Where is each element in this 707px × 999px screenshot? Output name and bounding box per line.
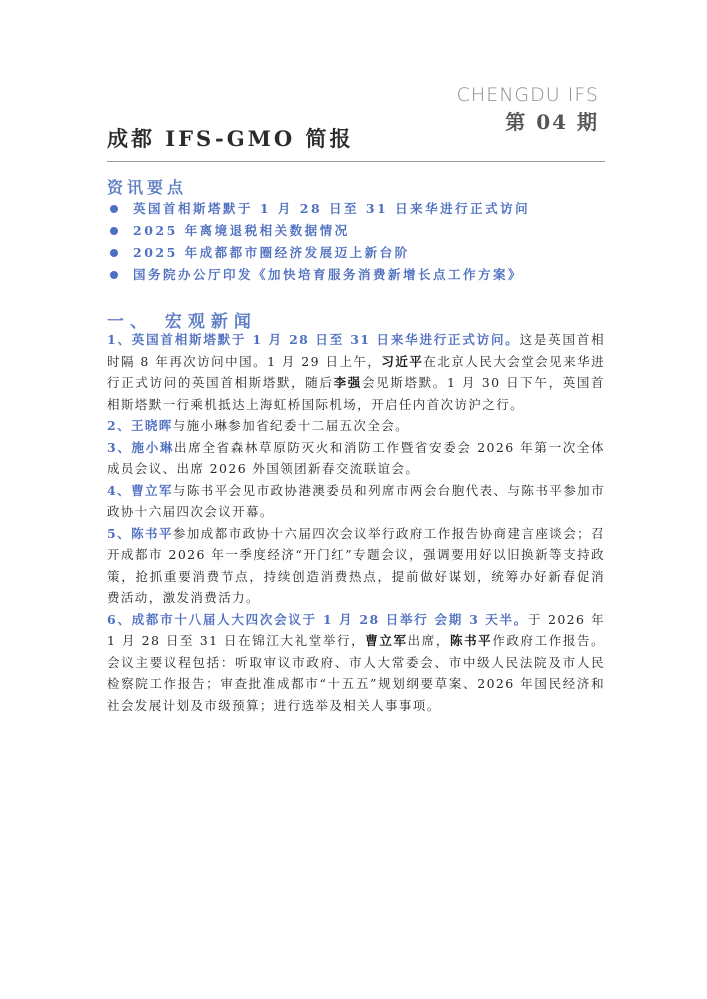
highlight-item — [107, 198, 605, 220]
bullet-icon — [110, 227, 118, 235]
highlights-list — [107, 198, 605, 286]
bullet-icon — [110, 271, 118, 279]
issue-number: 第 04 期 — [505, 110, 599, 134]
news-text: 出席全省森林草原防灭火和消防工作暨省安委会 2026 年第一次全体成员会议、出席 2026 外国领团新春交流联谊会。 — [107, 439, 605, 476]
highlight-item — [107, 220, 605, 242]
bullet-icon — [110, 205, 118, 213]
news-headline: 1、英国首相斯塔默于 1 月 28 日至 31 日来华进行正式访问。 — [107, 332, 520, 347]
news-text: 与施小琳参加省纪委十二届五次全会。 — [172, 418, 410, 433]
person-name: 曹立军 — [365, 633, 408, 648]
highlight-item — [107, 264, 605, 286]
news-text: 作政府工作报告。会议主要议程包括：听取审议市政府、市人大常委会、市中级人民法院及市人民检察院工作报告；审查批准成都市“十五五”规划纲要草案、2026 年国民经济和社会发展计划及市级预算；进行选举及相关人事事项。 — [107, 633, 606, 713]
news-headline: 4、曹立军 — [107, 482, 173, 498]
person-name: 李强 — [333, 375, 362, 390]
person-name: 陈书平 — [449, 633, 493, 648]
highlight-text: 国务院办公厅印发《加快培育服务消费新增长点工作方案》 — [133, 267, 524, 282]
news-text: 与陈书平会见市政协港澳委员和列席市两会台胞代表、与陈书平参加市政协十六届四次会议开幕。 — [107, 482, 605, 519]
news-headline: 2、王晓晖 — [107, 418, 173, 433]
news-text: 参加成都市政协十六届四次会议举行政府工作报告协商建言座谈会；召开成都市 2026 年一季度经济“开门红”专题会议，强调要用好以旧换新等支持政策，抢抓重要消费节点，持续创造消费热点，提前做好谋划，统筹办好新春促消费活动，激发消费活力。 — [107, 525, 605, 605]
news-item-2 — [107, 415, 605, 437]
title-divider — [107, 161, 605, 162]
bullet-icon — [110, 249, 118, 257]
section-heading-macro-news: 一、 宏观新闻 — [107, 312, 257, 332]
news-text: 在北京人民大会堂会见来华进行正式访问的英国首相斯塔默，随后 — [107, 353, 606, 390]
news-text: 于 2026 年 1 月 28 日至 31 日在锦江大礼堂举行， — [107, 611, 605, 648]
news-body — [107, 329, 605, 716]
news-text: 会见斯塔默。1 月 30 日下午，英国首相斯塔默一行乘机抵达上海虹桥国际机场，开启任内首次访沪之行。 — [107, 375, 605, 412]
news-headline: 6、成都市十八届人大四次会议于 1 月 28 日举行 会期 3 天半。 — [107, 611, 529, 627]
highlight-text: 2025 年成都都市圈经济发展迈上新台阶 — [133, 245, 410, 260]
page-title: 成都 IFS-GMO 简报 — [107, 126, 354, 151]
highlights-heading: 资讯要点 — [107, 178, 188, 197]
news-item-6 — [107, 609, 605, 717]
news-item-5 — [107, 523, 605, 609]
news-item-4 — [107, 480, 605, 523]
news-item-3 — [107, 437, 605, 480]
news-item-1 — [107, 329, 605, 415]
brand-name: CHENGDU IFS — [456, 84, 599, 106]
highlight-text: 2025 年离境退税相关数据情况 — [133, 223, 350, 238]
news-text: 这是英国首相时隔 8 年再次访问中国。1 月 29 日上午， — [107, 332, 605, 369]
news-headline: 3、施小琳 — [107, 439, 175, 455]
highlight-item — [107, 242, 605, 264]
news-headline: 5、陈书平 — [107, 525, 173, 541]
highlight-text: 英国首相斯塔默于 1 月 28 日至 31 日来华进行正式访问 — [133, 201, 531, 216]
news-text: 出席， — [407, 633, 450, 648]
person-name: 习近平 — [381, 353, 424, 369]
